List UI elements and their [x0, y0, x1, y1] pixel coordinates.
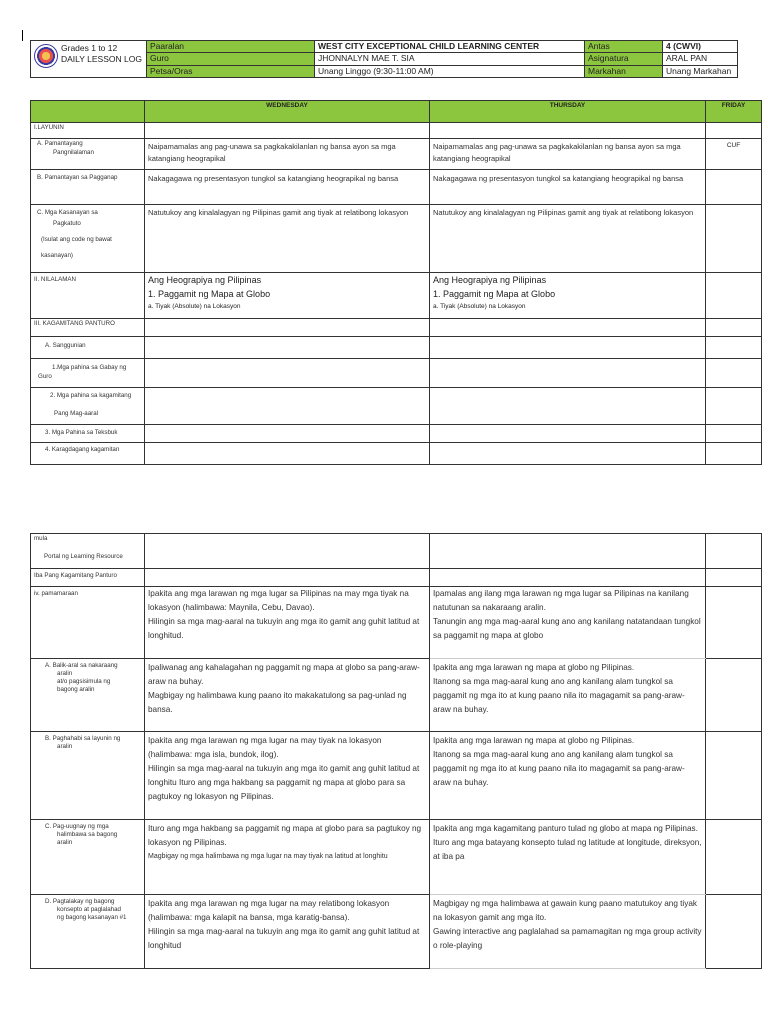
iv-thursday: Ipamalas ang ilang mga larawan ng mga lugar sa Pilipinas na kanilang natutunan sa nakaraang aralin. Tanungin ang mga mag-aaral kung ano ang kanilang natatandaan tungkol sa paggamit ng mapa at globo — [430, 587, 706, 659]
pag-uugnay-label: C. Pag-uugnay ng mga halimbawa sa bagong aralin — [31, 820, 145, 895]
c-wednesday-2: Ituro ang mga hakbang sa paggamit ng mapa at globo para sa pagtukoy ng lokasyon ng Pilipinas. Magbigay ng mga halimbawa ng mga lugar na may tiyak na latitud at longhitu — [145, 820, 430, 895]
pamamaraan-label: iv. pamamaraan — [31, 587, 145, 659]
gabay-label: 1.Mga pahina sa Gabay ng Guro — [31, 359, 145, 388]
iv-wednesday: Ipakita ang mga larawan ng mga lugar sa Pilipinas na may mga tiyak na lokasyon (halimbawa: Maynila, Cebu, Davao). Hilingin sa mga mag-aaral na tukuyin ang mga ito gamit ang guhit latitud at longhitud. — [145, 587, 430, 659]
grade-key: Antas — [585, 41, 663, 53]
b-wednesday-2: Ipakita ang mga larawan ng mga lugar na may tiyak na lokasyon (halimbawa: mga isla, bundok, ilog). Hilingin sa mga mag-aaral na tukuyin ang mga ito gamit ang guhit latitud at longhitu Ituro ang mga hakbang sa paggamit ng mapa at globo para sa pagtukoy ng lokasyon ng Pilipinas. — [145, 732, 430, 820]
logo-cell — [31, 41, 147, 78]
iba-label: Iba Pang Kagamitang Panturo — [31, 569, 145, 587]
balik-aral-label: A. Balik-aral sa nakaraang aralin at/o pagsisimula ng bagong aralin — [31, 659, 145, 732]
col-friday: FRIDAY — [706, 101, 762, 123]
header-table — [30, 40, 738, 78]
magaaral-label: 2. Mga pahina sa kagamitang Pang Mag-aaral — [31, 388, 145, 425]
c-thursday-2: Ipakita ang mga kagamitang panturo tulad ng globo at mapa ng Pilipinas. Ituro ang mga batayang konsepto tulad ng latitude at longitude, direksyon, at iba pa — [430, 820, 706, 895]
quarter-value: Unang Markahan — [663, 65, 738, 77]
sanggunian-label: A. Sanggunian — [31, 337, 145, 359]
d-thursday-2: Magbigay ng mga halimbawa at gawain kung paano matutukoy ang tiyak na lokasyon gamit ang mga ito. Gawing interactive ang paglalahad sa pamamagitan ng mga group activity o role-playing — [430, 895, 706, 969]
row-label-pamantayang: A. Pamantayang Pangnilalaman — [31, 139, 145, 170]
portal-label: mula Portal ng Learning Resource — [31, 534, 145, 569]
text-cursor — [22, 30, 23, 41]
date-value: Unang Linggo (9:30-11:00 AM) — [315, 65, 585, 77]
kagamitan-label: III. KAGAMITANG PANTURO — [31, 319, 145, 337]
nilalaman-label: II. NILALAMAN — [31, 273, 145, 319]
row-label-kasanayan: C. Mga Kasanayan sa Pagkatuto (Isulat ang code ng bawat kasanayan) — [31, 205, 145, 273]
grades-label: Grades 1 to 12 — [61, 43, 118, 53]
subject-value: ARAL PAN — [663, 53, 738, 65]
layunin-label: I.LAYUNIN — [31, 123, 145, 139]
grade-value: 4 (CWVI) — [663, 41, 738, 53]
header-block — [30, 40, 738, 78]
pagtalakay-label: D. Pagtalakay ng bagong konsepto at paglalahad ng bagong kasanayan #1 — [31, 895, 145, 969]
teksbuk-label: 3. Mga Pahina sa Teksbuk — [31, 425, 145, 443]
lesson-table-page2 — [30, 533, 762, 969]
b-thursday: Nakagagawa ng presentasyon tungkol sa katangiang heograpikal ng bansa — [430, 170, 706, 205]
date-key: Petsa/Oras — [147, 65, 315, 77]
a-thursday-2: Ipakita ang mga larawan ng mapa at globo ng Pilipinas. Itanong sa mga mag-aaral kung ano ang kanilang alam tungkol sa paggamit ng mga ito at kung paano nila ito magagamit sa pang-araw-araw na buhay. — [430, 659, 706, 732]
quarter-key: Markahan — [585, 65, 663, 77]
c-wednesday: Natutukoy ang kinalalagyan ng Pilipinas gamit ang tiyak at relatibong lokasyon — [145, 205, 430, 273]
d-wednesday-2: Ipakita ang mga larawan ng mga lugar na may relatibong lokasyon (halimbawa: mga kalapit na bansa, mga karatig-bansa). Hilingin sa mga mag-aaral na tukuyin ang mga ito gamit ang guhit latitud at longhitud — [145, 895, 430, 969]
school-value: WEST CITY EXCEPTIONAL CHILD LEARNING CENTER — [315, 41, 585, 53]
b-thursday-2: Ipakita ang mga larawan ng mapa at globo ng Pilipinas. Itanong sa mga mag-aaral kung ano ang kanilang alam tungkol sa paggamit ng mga ito at kung paano nila ito magagamit sa pang-araw-araw na buhay. — [430, 732, 706, 820]
a-wednesday-2: Ipaliwanag ang kahalagahan ng paggamit ng mapa at globo sa pang-araw-araw na buhay. Magbigay ng halimbawa kung paano ito makakatulong sa pag-unlad ng bansa. — [145, 659, 430, 732]
col-thursday: THURSDAY — [430, 101, 706, 123]
nilalaman-wednesday: Ang Heograpiya ng Pilipinas 1. Paggamit ng Mapa at Globo a. Tiyak (Absolute) na Lokasyon — [145, 273, 430, 319]
karagdagang-label: 4. Karagdagang kagamitan — [31, 443, 145, 465]
row-label-pagganap: B. Pamantayan sa Pagganap — [31, 170, 145, 205]
corner-cell — [31, 101, 145, 123]
a-friday: CUF — [706, 139, 762, 170]
deped-seal-icon — [34, 44, 58, 68]
paghahabi-label: B. Paghahabi sa layunin ng aralin — [31, 732, 145, 820]
school-key: Paaralan — [147, 41, 315, 53]
a-wednesday: Naipamamalas ang pag-unawa sa pagkakakilanlan ng bansa ayon sa mga katangiang heograpikal — [145, 139, 430, 170]
teacher-value: JHONNALYN MAE T. SIA — [315, 53, 585, 65]
nilalaman-thursday: Ang Heograpiya ng Pilipinas 1. Paggamit ng Mapa at Globo a. Tiyak (Absolute) na Lokasyon — [430, 273, 706, 319]
col-wednesday: WEDNESDAY — [145, 101, 430, 123]
c-thursday: Natutukoy ang kinalalagyan ng Pilipinas gamit ang tiyak at relatibong lokasyon — [430, 205, 706, 273]
teacher-key: Guro — [147, 53, 315, 65]
a-thursday: Naipamamalas ang pag-unawa sa pagkakakilanlan ng bansa ayon sa mga katangiang heograpikal — [430, 139, 706, 170]
dll-label: DAILY LESSON LOG — [61, 54, 142, 64]
lesson-table-page1 — [30, 100, 762, 465]
b-wednesday: Nakagagawa ng presentasyon tungkol sa katangiang heograpikal ng bansa — [145, 170, 430, 205]
subject-key: Asignatura — [585, 53, 663, 65]
